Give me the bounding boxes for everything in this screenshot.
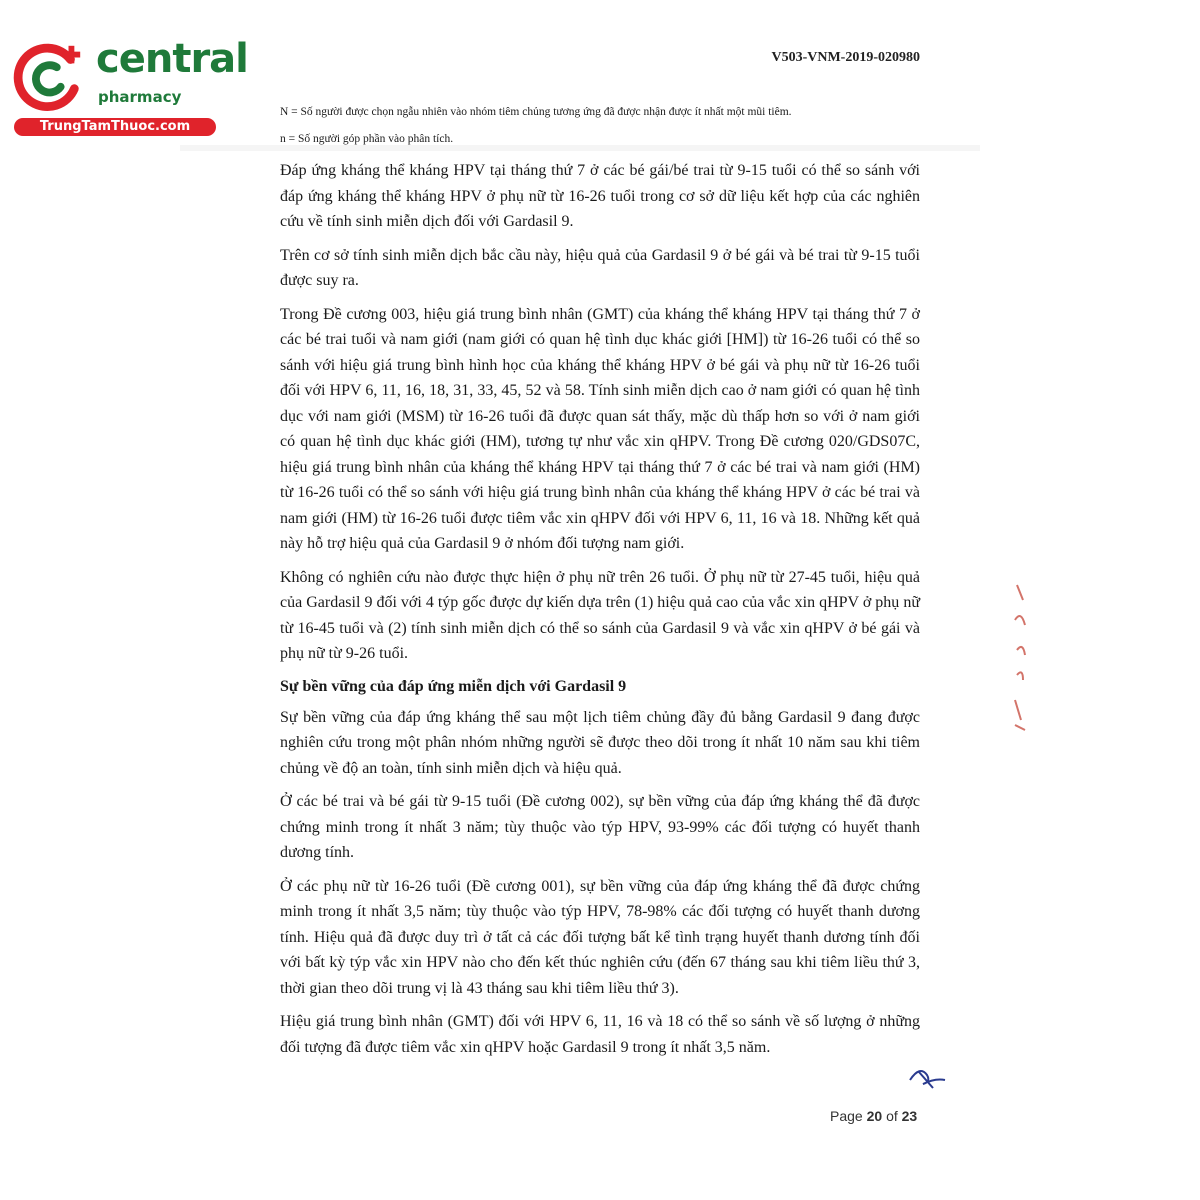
page-label: Page: [830, 1108, 863, 1124]
paragraph: Hiệu giá trung bình nhân (GMT) đối với HPV 6, 11, 16 và 18 có thể so sánh về số lượng ở những đối tượng đã được tiêm vắc xin qHPV hoặc Gardasil 9 trong ít nhất 3,5 năm.: [280, 1013, 920, 1056]
footnote-n: N = Số người được chọn ngẫu nhiên vào nhóm tiêm chủng tương ứng đã được nhận được ít nhất một mũi tiêm.: [280, 106, 792, 118]
footnote-small-n: n = Số người góp phần vào phân tích.: [280, 133, 454, 145]
page-of: of: [886, 1108, 898, 1124]
page-number: [830, 1108, 917, 1124]
paragraph: Ở các bé trai và bé gái từ 9-15 tuổi (Đề cương 002), sự bền vững của đáp ứng kháng thể đã được chứng minh trong ít nhất 3 năm; tùy thuộc vào týp HPV, 93-99% các đối tượng có huyết thanh dương tính.: [280, 793, 920, 861]
signature-icon: [905, 1060, 950, 1090]
paragraph: Đáp ứng kháng thể kháng HPV tại tháng thứ 7 ở các bé gái/bé trai từ 9-15 tuổi có thể so sánh với đáp ứng kháng thể kháng HPV ở phụ nữ từ 16-26 tuổi trong cơ sở dữ liệu kết hợp của các nghiên cứu về tính sinh miễn dịch đối với Gardasil 9.: [280, 162, 920, 230]
logo-name: central: [96, 36, 248, 82]
document-code: V503-VNM-2019-020980: [771, 50, 920, 65]
central-pharmacy-logo-icon: [10, 38, 88, 116]
paragraph: Sự bền vững của đáp ứng kháng thể sau một lịch tiêm chủng đầy đủ bằng Gardasil 9 đang được nghiên cứu trong một phân nhóm những người sẽ được theo dõi trong ít nhất 10 năm sau khi tiêm chủng về độ an toàn, tính sinh miễn dịch và hiệu quả.: [280, 708, 920, 777]
page-current: 20: [866, 1108, 883, 1124]
paragraph: Ở các phụ nữ từ 16-26 tuổi (Đề cương 001), sự bền vững của đáp ứng kháng thể đã được chứng minh trong ít nhất 3,5 năm; tùy thuộc vào týp HPV, 78-98% các đối tượng có huyết thanh dương tính. Hiệu quả đã được duy trì ở tất cả các đối tượng bất kể tình trạng huyết thanh dương tính đối với bất kỳ týp vắc xin HPV nào cho đến kết thúc nghiên cứu (đến 67 tháng sau khi tiêm liều thứ 3, thời gian theo dõi trung vị là 43 tháng sau khi tiêm liều thứ 3).: [280, 877, 920, 997]
paragraph: Trong Đề cương 003, hiệu giá trung bình nhân (GMT) của kháng thể kháng HPV tại tháng thứ 7 ở các bé trai tuổi và nam giới (nam giới có quan hệ tình dục khác giới [HM]) từ 16-26 tuổi có thể so sánh với hiệu giá trung bình hình học của kháng thể kháng HPV ở bé gái và phụ nữ từ 16-26 tuổi đối với HPV 6, 11, 16, 18, 31, 33, 45, 52 và 58. Tính sinh miễn dịch cao ở nam giới có quan hệ tình dục với nam giới (MSM) từ 16-26 tuổi đã được quan sát thấy, mặc dù thấp hơn so với ở nam giới có quan hệ tình dục khác giới (HM), tương tự như vắc xin qHPV. Trong Đề cương 020/GDS07C, hiệu giá trung bình nhân của kháng thể kháng HPV tại tháng thứ 7 ở các bé trai và nam giới (HM) từ 16-26 tuổi có thể so sánh với hiệu giá trung bình nhân của kháng thể kháng HPV ở các bé trai và nam giới (HM) từ 16-26 tuổi được tiêm vắc xin qHPV đối với HPV 6, 11, 16 và 18. Những kết quả này hỗ trợ hiệu quả của Gardasil 9 ở nhóm đối tượng nam giới.: [280, 305, 920, 552]
section-heading: Sự bền vững của đáp ứng miễn dịch với Gardasil 9: [280, 677, 627, 695]
paragraph: Không có nghiên cứu nào được thực hiện ở phụ nữ trên 26 tuổi. Ở phụ nữ từ 27-45 tuổi, hiệu quả của Gardasil 9 đối với 4 týp gốc được dự kiến dựa trên (1) hiệu quả cao của vắc xin qHPV ở phụ nữ từ 16-45 tuổi và (2) tính sinh miễn dịch có thể so sánh của Gardasil 9 và vắc xin qHPV ở bé gái và phụ nữ từ 9-26 tuổi.: [280, 568, 920, 662]
pharmacy-logo: [8, 36, 248, 136]
document-body: [280, 104, 920, 1068]
logo-subtitle: pharmacy: [98, 88, 182, 106]
page-total: 23: [901, 1108, 918, 1124]
logo-site-url: TrungTamThuoc.com: [14, 118, 216, 136]
margin-stamp-mark: [1005, 580, 1035, 740]
paragraph: Trên cơ sở tính sinh miễn dịch bắc cầu này, hiệu quả của Gardasil 9 ở bé gái và bé trai từ 9-15 tuổi được suy ra.: [280, 246, 920, 289]
